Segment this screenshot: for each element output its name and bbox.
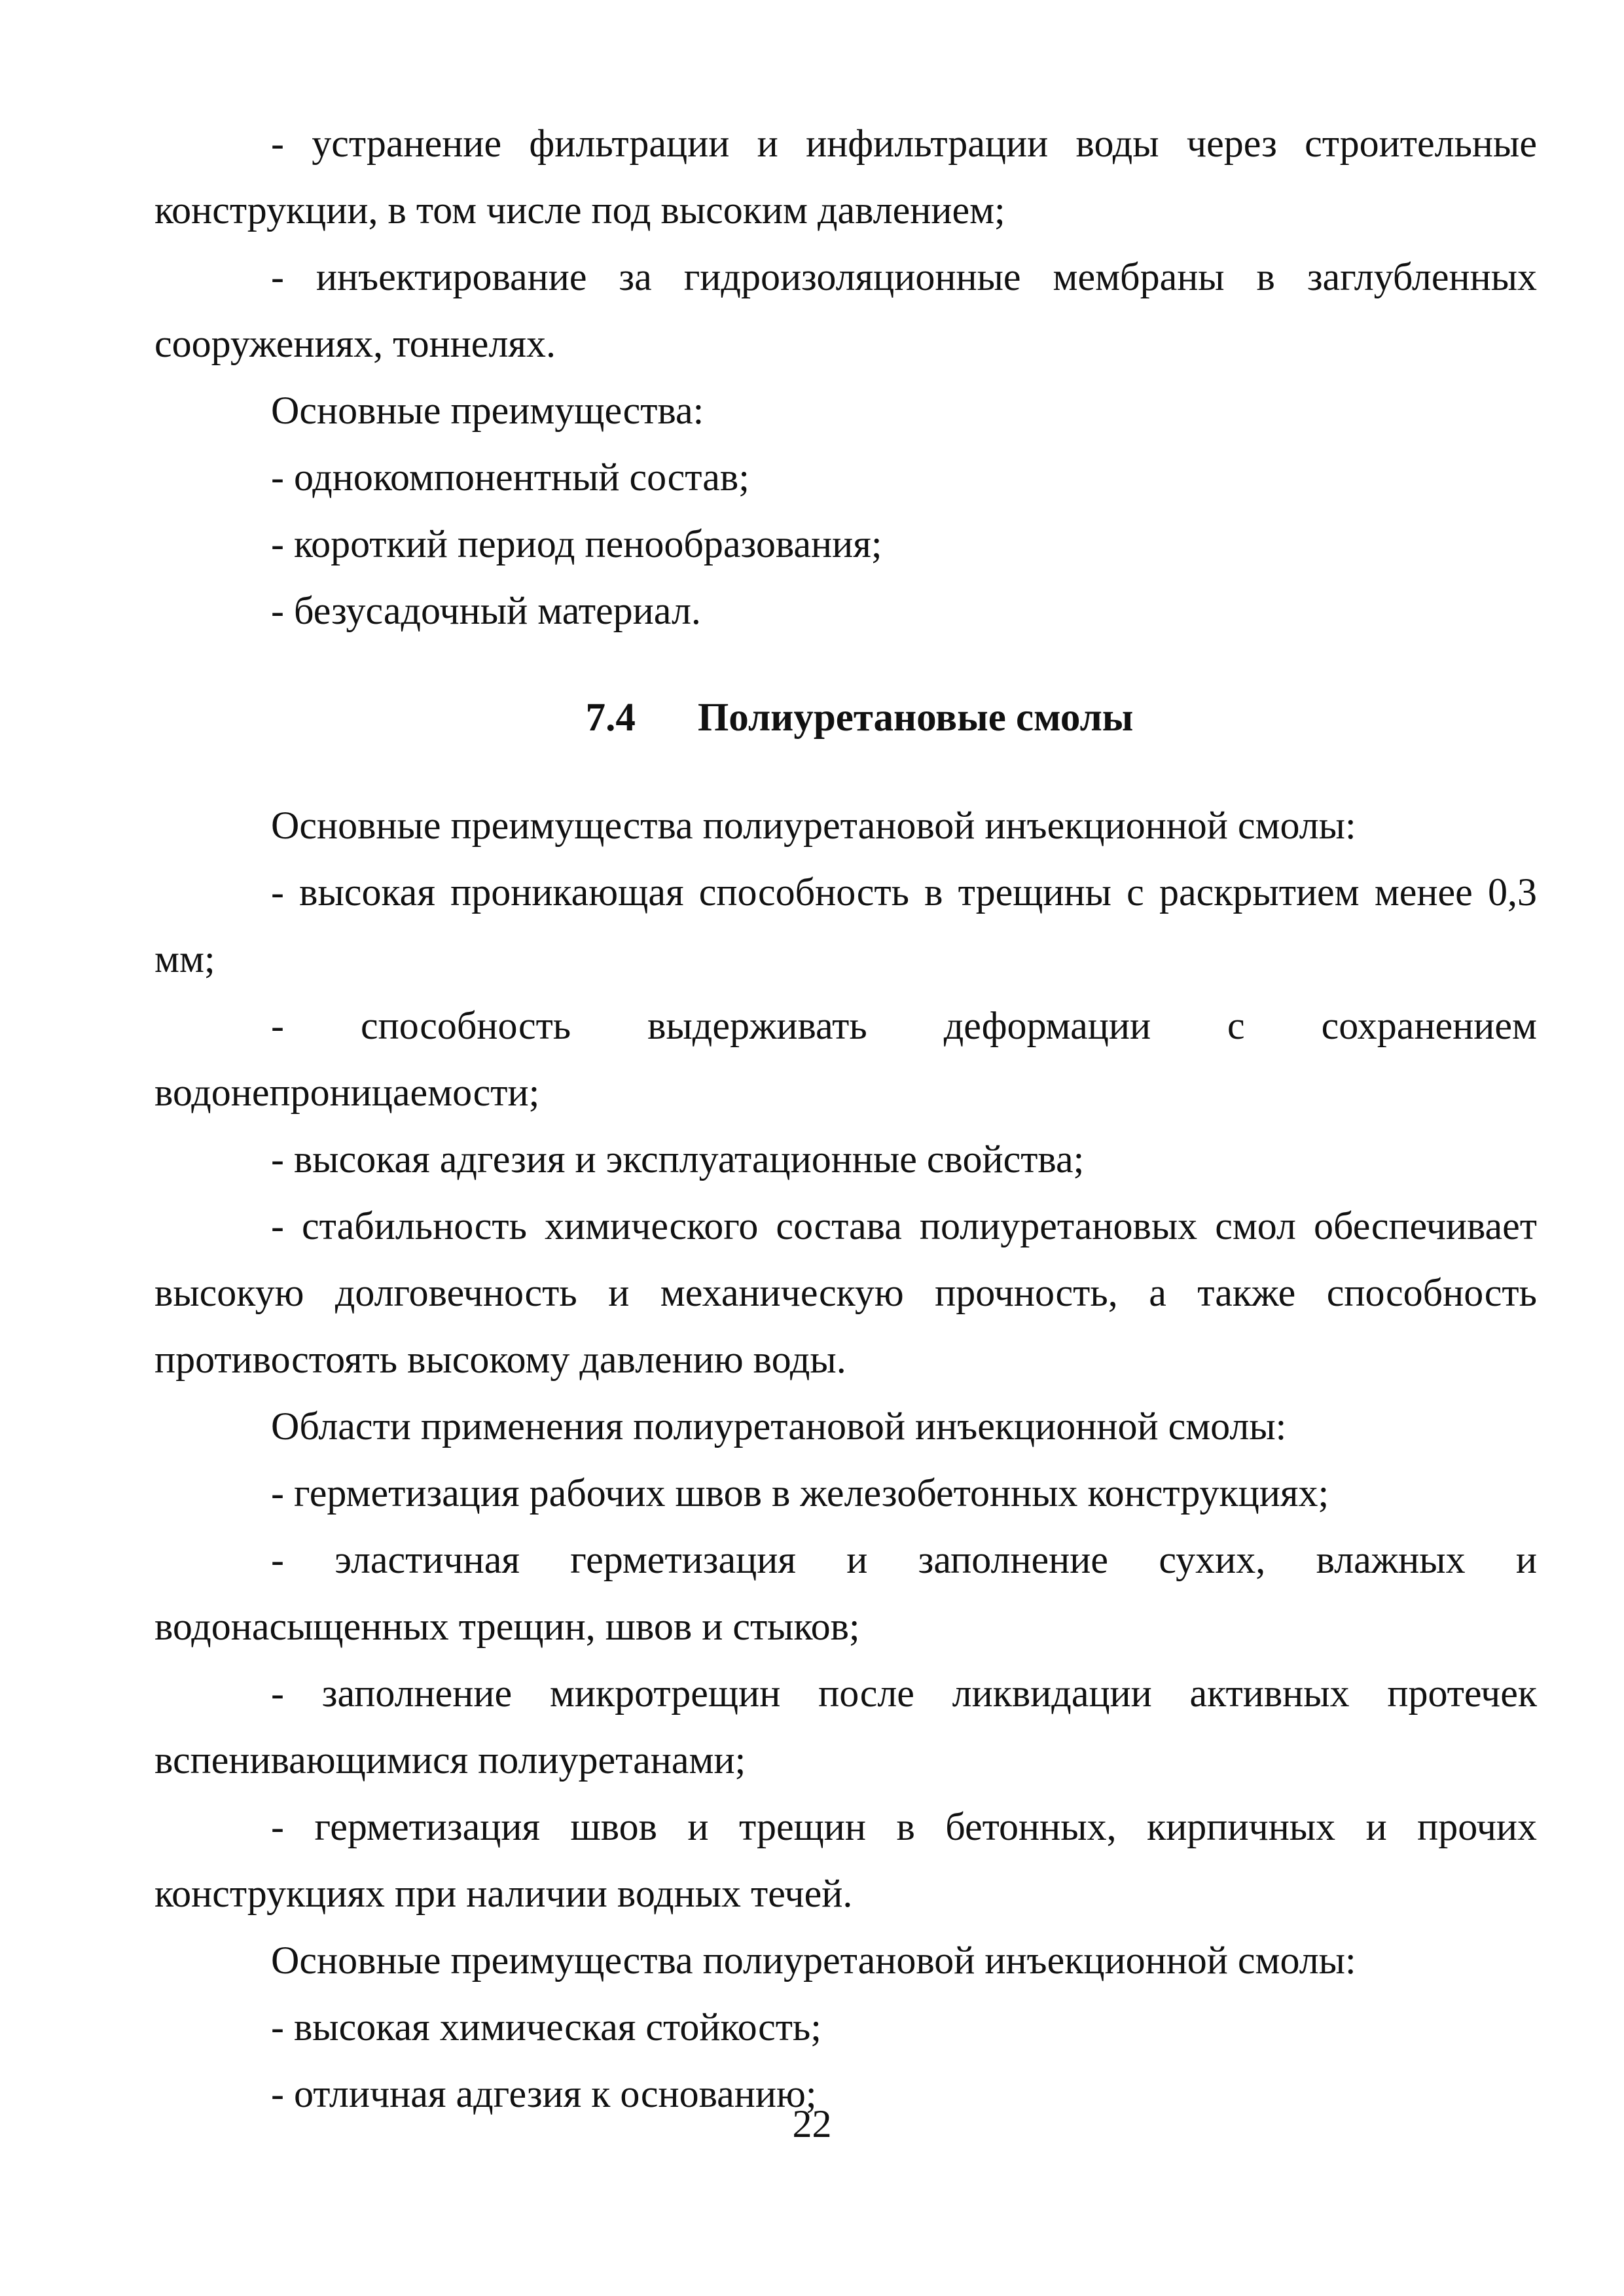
paragraph-resin-advantages-intro-2: Основные преимущества полиуретановой инъекционной смолы: [271, 1939, 1356, 1982]
section-heading [154, 644, 1537, 792]
list-item: - высокая проникающая способность в трещины с раскрытием менее 0,3 мм; [154, 870, 1537, 980]
list-item: - высокая химическая стойкость; [271, 2005, 821, 2049]
list-item: - стабильность химического состава полиуретановых смол обеспечивает высокую долговечность и механическую прочность, а также способность противостоять высокому давлению воды. [154, 1204, 1537, 1381]
list-item: - эластичная герметизация и заполнение сухих, влажных и водонасыщенных трещин, швов и стыков; [154, 1538, 1537, 1648]
list-item: - герметизация рабочих швов в железобетонных конструкциях; [271, 1471, 1329, 1515]
section-title: Полиуретановые смолы [697, 696, 1134, 740]
list-item: - отличная адгезия к основанию; [271, 2072, 817, 2115]
list-item: - заполнение микротрещин после ликвидации активных протечек вспенивающимися полиуретанами; [154, 1672, 1537, 1782]
paragraph-application-areas-intro: Области применения полиуретановой инъекционной смолы: [271, 1405, 1287, 1448]
list-item: - высокая адгезия и эксплуатационные свойства; [271, 1138, 1085, 1181]
section-number: 7.4 [585, 696, 636, 740]
paragraph-waterproofing-filtration: - устранение фильтрации и инфильтрации воды через строительные конструкции, в том числе под высоким давлением; [154, 122, 1537, 232]
paragraph-advantages-intro: Основные преимущества: [271, 389, 704, 432]
page-content [154, 110, 1537, 2127]
list-item: - короткий период пенообразования; [271, 522, 882, 565]
list-item: - способность выдерживать деформации с сохранением водонепроницаемости; [154, 1004, 1537, 1114]
paragraph-resin-advantages-intro: Основные преимущества полиуретановой инъекционной смолы: [271, 804, 1356, 847]
list-item: - герметизация швов и трещин в бетонных, кирпичных и прочих конструкциях при наличии водных течей. [154, 1805, 1537, 1915]
list-item: - однокомпонентный состав; [271, 456, 749, 499]
paragraph-membrane-injection: - инъектирование за гидроизоляционные мембраны в заглубленных сооружениях, тоннелях. [154, 255, 1537, 365]
page-number: 22 [792, 2102, 832, 2145]
list-item: - безусадочный материал. [271, 589, 701, 632]
